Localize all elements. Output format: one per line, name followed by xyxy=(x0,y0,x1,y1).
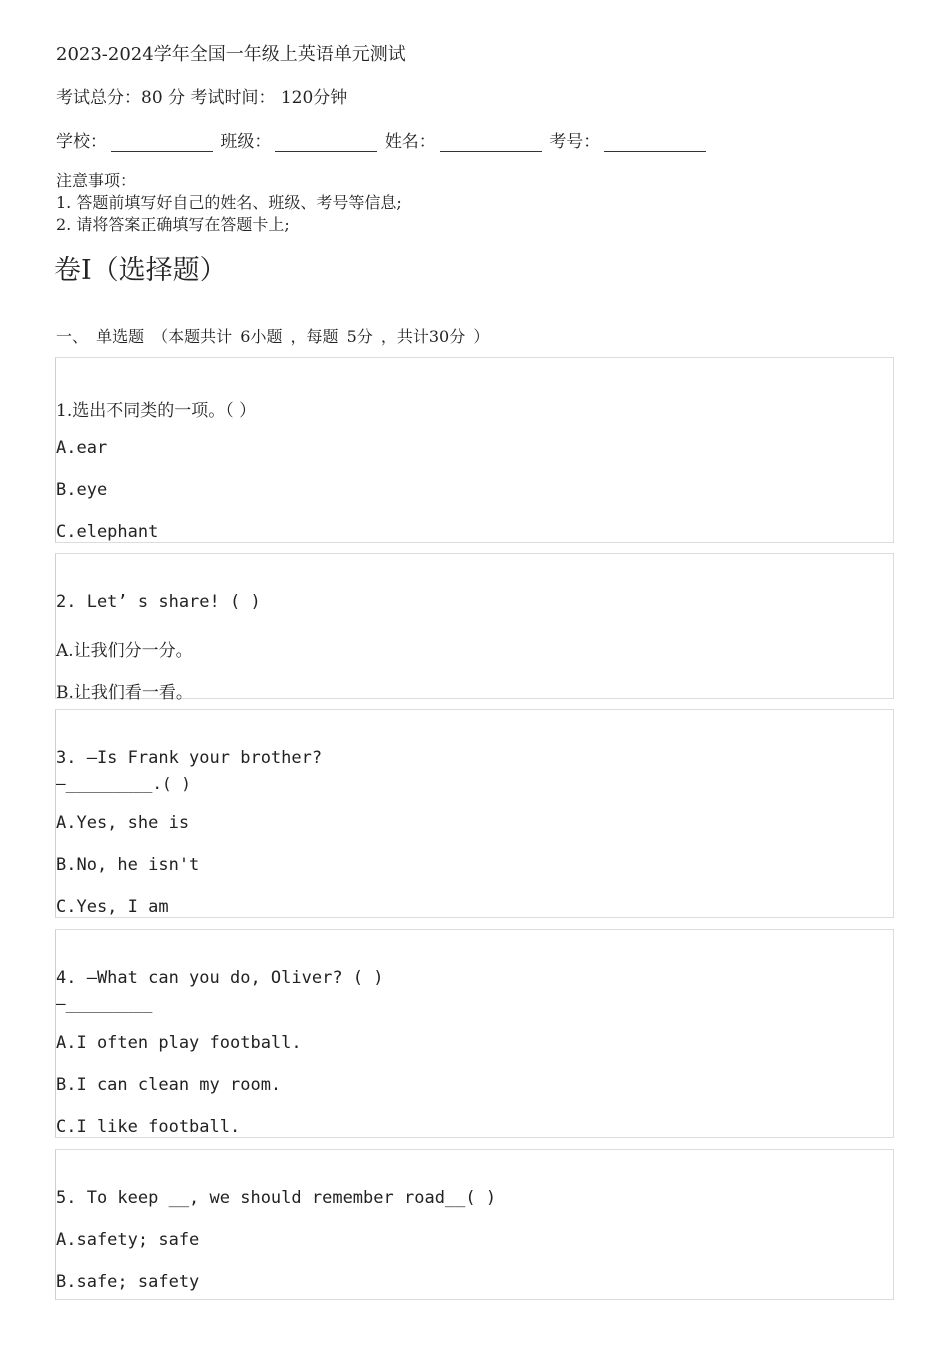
answer-blank-line: —_________.( ) xyxy=(56,774,191,793)
question-1 xyxy=(55,357,894,543)
question-4 xyxy=(55,929,894,1138)
option-c[interactable]: C.I like football. xyxy=(56,1117,241,1137)
option-b[interactable]: B.No, he isn't xyxy=(56,855,200,875)
option-a[interactable]: A.safety; safe xyxy=(56,1230,200,1250)
volume-title: 卷Ⅰ（选择题） xyxy=(54,255,227,286)
name-blank[interactable] xyxy=(440,133,542,152)
number-blank[interactable] xyxy=(604,133,706,152)
option-a[interactable]: A.Yes, she is xyxy=(56,813,190,833)
option-b[interactable]: B.safe; safety xyxy=(56,1272,200,1292)
answer-blank-line: —_________ xyxy=(56,994,153,1013)
exam-meta: 考试总分：80 分 考试时间： 120分钟 xyxy=(56,88,348,108)
section-title: 一、 单选题 （本题共计 6小题 ，每题 5分 ，共计30分 ） xyxy=(56,327,490,346)
question-5 xyxy=(55,1149,894,1300)
student-info-line xyxy=(56,127,708,152)
option-c[interactable]: C.elephant xyxy=(56,522,159,542)
question-stem: 5. To keep __, we should remember road__( ) xyxy=(56,1188,497,1208)
notes-title: 注意事项： xyxy=(56,171,137,190)
school-blank[interactable] xyxy=(111,133,213,152)
question-stem: 4. —What can you do, Oliver? ( ) xyxy=(56,968,384,988)
question-stem: 1.选出不同类的一项。（ ） xyxy=(56,401,257,421)
option-a[interactable]: A.ear xyxy=(56,438,108,458)
exam-title: 2023-2024学年全国一年级上英语单元测试 xyxy=(56,44,406,65)
option-b[interactable]: B.让我们看一看。 xyxy=(56,683,193,703)
option-b[interactable]: B.I can clean my room. xyxy=(56,1075,282,1095)
class-blank[interactable] xyxy=(275,133,377,152)
class-label: 班级： xyxy=(220,132,272,152)
question-3 xyxy=(55,709,894,918)
note-2: 2. 请将答案正确填写在答题卡上; xyxy=(56,215,290,234)
name-label: 姓名： xyxy=(384,132,436,152)
option-c[interactable]: C.Yes, I am xyxy=(56,897,169,917)
option-a[interactable]: A.I often play football. xyxy=(56,1033,302,1053)
school-label: 学校： xyxy=(56,132,107,152)
number-label: 考号： xyxy=(549,132,601,152)
option-a[interactable]: A.让我们分一分。 xyxy=(56,641,193,661)
option-b[interactable]: B.eye xyxy=(56,480,108,500)
question-stem: 3. —Is Frank your brother? xyxy=(56,748,323,768)
notes xyxy=(56,170,402,236)
question-2 xyxy=(55,553,894,703)
question-stem: 2. Let’ s share! ( ) xyxy=(56,592,261,612)
note-1: 1. 答题前填写好自己的姓名、班级、考号等信息; xyxy=(56,193,402,212)
